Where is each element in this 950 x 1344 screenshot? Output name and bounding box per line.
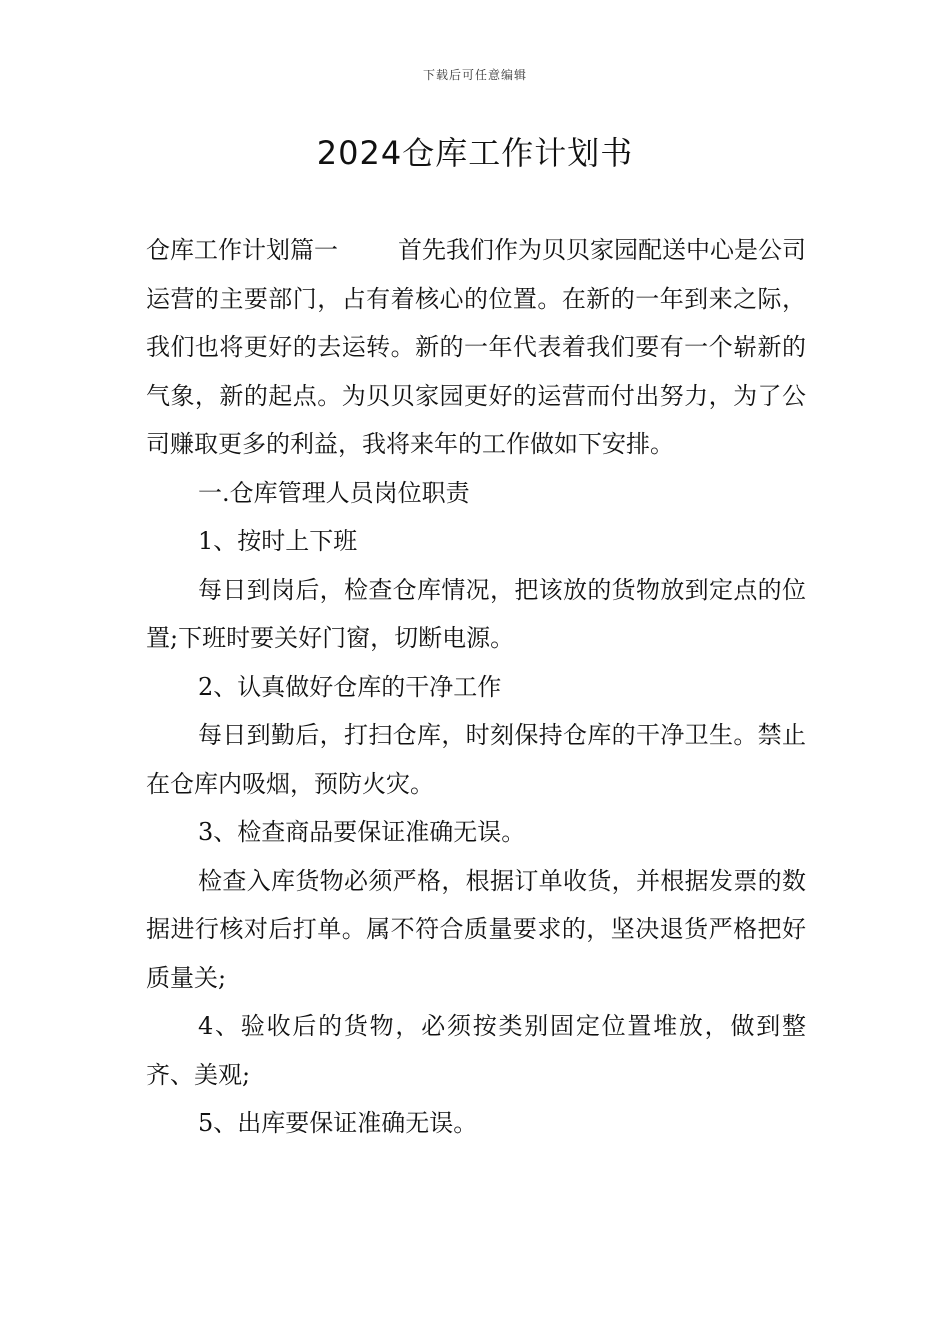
item-text-4: 4、验收后的货物，必须按类别固定位置堆放，做到整齐、美观; xyxy=(146,1012,806,1089)
item-heading-3: 3、检查商品要保证准确无误。 xyxy=(198,818,526,846)
item-heading-1: 1、按时上下班 xyxy=(198,527,358,555)
section-heading: 一.仓库管理人员岗位职责 xyxy=(198,478,470,507)
section-label: 仓库工作计划篇一 xyxy=(146,236,338,264)
intro-paragraph xyxy=(146,226,806,469)
item-text-2: 每日到勤后，打扫仓库，时刻保持仓库的干净卫生。禁止在仓库内吸烟，预防火灾。 xyxy=(146,721,806,798)
document-title: 2024仓库工作计划书 xyxy=(316,134,634,172)
intro-text: 首先我们作为贝贝家园配送中心是公司运营的主要部门，占有着核心的位置。在新的一年到来之际，我们也将更好的去运转。新的一年代表着我们要有一个崭新的气象，新的起点。为贝贝家园更好的运营而付出努力，为了公司赚取更多的利益，我将来年的工作做如下安排。 xyxy=(146,236,806,458)
header-note: 下载后可任意编辑 xyxy=(422,68,527,82)
item-heading-5: 5、出库要保证准确无误。 xyxy=(198,1109,478,1137)
document-body xyxy=(146,226,806,1148)
item-heading-2: 2、认真做好仓库的干净工作 xyxy=(198,672,502,701)
item-text-3: 检查入库货物必须严格，根据订单收货，并根据发票的数据进行核对后打单。属不符合质量要求的，坚决退货严格把好质量关; xyxy=(146,866,806,992)
item-text-1: 每日到岗后，检查仓库情况，把该放的货物放到定点的位置;下班时要关好门窗，切断电源。 xyxy=(146,575,806,652)
